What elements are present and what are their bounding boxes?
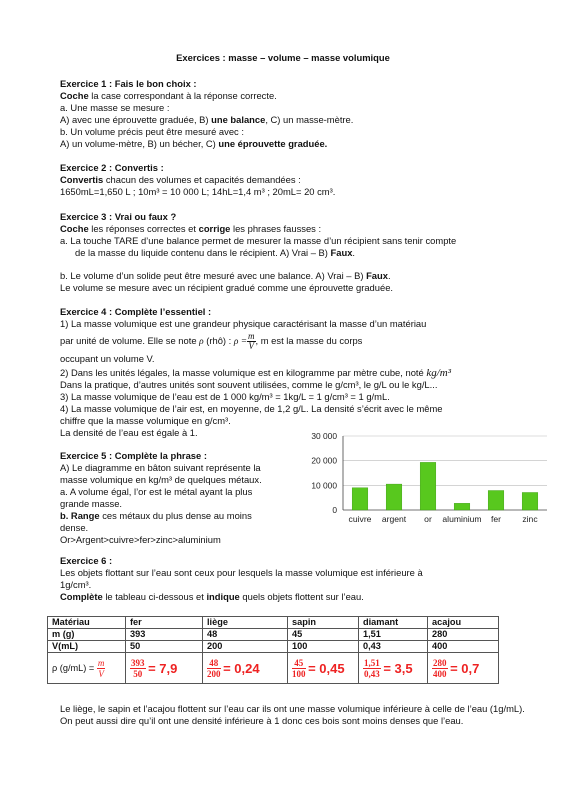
ex6-heading: Exercice 6 :: [60, 555, 113, 566]
ex4-line8: chiffre que la masse volumique en g/cm³.: [60, 415, 231, 426]
ex1-a-question: a. Une masse se mesure :: [60, 102, 170, 113]
x-tick-label: aluminium: [442, 514, 482, 524]
x-tick-label: or: [424, 514, 432, 524]
ex4-line7: 4) La masse volumique de l’air est, en moyenne, de 1,2 g/L. La densité s’écrit avec le même: [60, 403, 443, 414]
bar-aluminium: [454, 503, 470, 510]
bar-fer: [488, 491, 504, 510]
ex3-a-line2: de la masse du liquide contenu dans le récipient. A) Vrai – B) Faux.: [75, 247, 356, 258]
ex3-b-line: b. Le volume d’un solide peut être mesuré avec une balance. A) Vrai – B) Faux.: [60, 270, 391, 281]
ex5-answer: Or>Argent>cuivre>fer>zinc>aluminium: [60, 534, 221, 545]
table-cell: ρ (g/mL) = $\frac{m}{V}$: [48, 653, 126, 684]
x-tick-label: argent: [381, 514, 407, 524]
materials-table: [47, 616, 499, 684]
x-tick-label: cuivre: [348, 514, 372, 524]
ex4-line1: 1) La masse volumique est une grandeur physique caractérisant la masse d’un matériau: [60, 318, 427, 329]
bar-cuivre: [352, 488, 368, 510]
ex5-line1: A) Le diagramme en bâton suivant représente la: [60, 462, 261, 473]
table-cell: 50: [126, 641, 203, 653]
ex3-instruction: Coche les réponses correctes et corrige les phrases fausses :: [60, 223, 322, 234]
table-cell: 48: [203, 629, 288, 641]
ex3-heading: Exercice 3 : Vrai ou faux ?: [60, 211, 177, 222]
ex6-conclusion: Le liège, le sapin et l’acajou flottent sur l’eau car ils ont une masse volumique inférieure à celle de l’eau (1g/mL). On peut aussi dire qu’il ont une densité inférieure à 1 donc ces bois sont moins denses que l’eau.: [60, 703, 525, 726]
table-row-density: [48, 653, 499, 684]
bar-zinc: [522, 492, 538, 510]
ex4-heading: Exercice 4 : Complète l’essentiel :: [60, 306, 212, 317]
ex6-para-line1: Les objets flottant sur l’eau sont ceux pour lesquels la masse volumique est inférieure à: [60, 567, 423, 578]
table-header-row: [48, 617, 499, 629]
table-cell: V(mL): [48, 641, 126, 653]
ex6-instruction: Complète le tableau ci-dessous et indique quels objets flottent sur l’eau.: [60, 591, 364, 602]
table-cell: $\frac{280}{400}$ = 0,7: [428, 653, 499, 684]
y-tick-label: 10 000: [311, 480, 337, 491]
page-title: Exercices : masse – volume – masse volumique: [176, 52, 390, 63]
x-tick-label: fer: [490, 514, 502, 524]
ex4-line4: 2) Dans les unités légales, la masse volumique est en kilogramme par mètre cube, noté kg/m³: [60, 367, 452, 379]
table-row-volume: [48, 641, 499, 653]
formula-fraction: $\frac{m}{V}$: [248, 331, 255, 351]
table-cell: 100: [288, 641, 359, 653]
ex4-line3: occupant un volume V.: [60, 353, 155, 364]
ex2-instruction: Convertis chacun des volumes et capacités demandées :: [60, 174, 301, 185]
table-row-mass: [48, 629, 499, 641]
ex2-heading: Exercice 2 : Convertis :: [60, 162, 164, 173]
ex5-line5: b. Range ces métaux du plus dense au moins: [60, 510, 252, 521]
ex5-line4: grande masse.: [60, 498, 123, 509]
ex4-line9: La densité de l’eau est égale à 1.: [60, 427, 198, 438]
ex3-a-line1: a. La touche TARE d’une balance permet de mesurer la masse d’un récipient sans tenir compte: [60, 235, 457, 246]
ex4-formula-line: par unité de volume. Elle se note ρ (rhô) : ρ = $\frac{m}{V}$ , m est la masse du corps: [60, 331, 363, 351]
ex3-b-correction: Le volume se mesure avec un récipient gradué comme une éprouvette graduée.: [60, 282, 394, 293]
ex4-line5: Dans la pratique, d’autres unités sont souvent utilisées, comme le g/cm³, le g/L ou le kg/L...: [60, 379, 438, 390]
ex4-line6: 3) La masse volumique de l’eau est de 1 000 kg/m³ = 1kg/L = 1 g/cm³ = 1 g/mL.: [60, 391, 390, 402]
table-cell: diamant: [359, 617, 428, 629]
table-cell: 0,43: [359, 641, 428, 653]
ex1-instruction: Coche la case correspondant à la réponse correcte.: [60, 90, 277, 101]
density-bar-chart: [295, 430, 555, 528]
x-tick-label: zinc: [522, 514, 538, 524]
ex5-line3: a. A volume égal, l’or est le métal ayant la plus: [60, 486, 253, 497]
table-cell: sapin: [288, 617, 359, 629]
ex1-heading: Exercice 1 : Fais le bon choix :: [60, 78, 197, 89]
y-tick-label: 30 000: [311, 431, 337, 441]
table-cell: fer: [126, 617, 203, 629]
table-cell: 200: [203, 641, 288, 653]
table-cell: m (g): [48, 629, 126, 641]
ex6-para-line2: 1g/cm³.: [60, 579, 92, 590]
y-tick-label: 0: [332, 505, 337, 515]
bar-argent: [386, 484, 402, 510]
ex2-conversions: 1650mL=1,650 L ; 10m³ = 10 000 L; 14hL=1,4 m³ ; 20mL= 20 cm³.: [60, 186, 336, 197]
table-cell: 45: [288, 629, 359, 641]
y-tick-label: 20 000: [311, 455, 337, 466]
table-cell: liège: [203, 617, 288, 629]
ex1-b-question: b. Un volume précis peut être mesuré avec :: [60, 126, 244, 137]
table-cell: acajou: [428, 617, 499, 629]
table-cell: $\frac{48}{200}$ = 0,24: [203, 653, 288, 684]
table-cell: Matériau: [48, 617, 126, 629]
table-cell: $\frac{45}{100}$ = 0,45: [288, 653, 359, 684]
table-cell: 280: [428, 629, 499, 641]
table-cell: 400: [428, 641, 499, 653]
ex1-b-options: A) un volume-mètre, B) un bécher, C) une éprouvette graduée.: [60, 138, 328, 149]
ex5-line2: masse volumique en kg/m³ de quelques métaux.: [60, 474, 262, 485]
table-cell: $\frac{393}{50}$ = 7,9: [126, 653, 203, 684]
bar-or: [420, 462, 436, 510]
ex5-line6: dense.: [60, 522, 89, 533]
ex1-a-options: A) avec une éprouvette graduée, B) une balance, C) un masse-mètre.: [60, 114, 354, 125]
ex5-heading: Exercice 5 : Complète la phrase :: [60, 450, 207, 461]
table-cell: 393: [126, 629, 203, 641]
table-cell: $\frac{1,51}{0,43}$ = 3,5: [359, 653, 428, 684]
table-cell: 1,51: [359, 629, 428, 641]
